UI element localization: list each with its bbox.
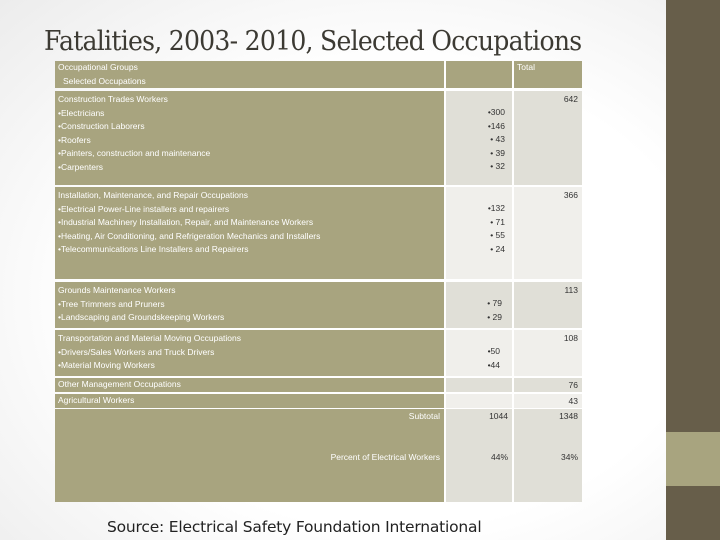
occupation-label: •Drivers/Sales Workers and Truck Drivers <box>58 346 215 357</box>
occupation-label: •Carpenters <box>58 161 104 172</box>
group-total: 366 <box>563 190 578 200</box>
source-caption: Source: Electrical Safety Foundation International <box>107 518 482 536</box>
group-name: Grounds Maintenance Workers <box>58 285 176 295</box>
subtotal-label: Subtotal <box>408 411 440 421</box>
page-title: Fatalities, 2003- 2010, Selected Occupations <box>44 26 582 57</box>
group-name: Other Management Occupations <box>58 379 181 389</box>
group-name: Installation, Maintenance, and Repair Occupations <box>58 190 248 200</box>
occupation-value: •50 <box>487 346 500 356</box>
occupation-label: •Electrical Power-Line installers and repairers <box>58 203 230 214</box>
percent-total: 34% <box>560 451 578 462</box>
percent-label: Percent of Electrical Workers <box>330 451 440 462</box>
occupation-value: • 71 <box>490 216 505 227</box>
occupation-value: •44 <box>487 359 500 370</box>
group-name: Agricultural Workers <box>58 395 135 405</box>
group-total: 642 <box>563 94 578 104</box>
occupation-value: • 79 <box>487 298 502 308</box>
occupation-value: •132 <box>487 203 505 213</box>
group-name: Transportation and Material Moving Occupations <box>58 333 241 343</box>
occupation-label: •Heating, Air Conditioning, and Refrigeration Mechanics and Installers <box>58 230 321 241</box>
group-name: Construction Trades Workers <box>58 94 168 104</box>
side-bar-dark-bottom <box>666 486 720 540</box>
occupation-label: •Roofers <box>58 134 91 145</box>
occupation-value: • 55 <box>490 230 505 241</box>
header-occupational-groups: Occupational Groups <box>58 62 138 72</box>
occupation-label: •Landscaping and Groundskeeping Workers <box>58 312 225 323</box>
occupation-label: •Painters, construction and maintenance <box>58 148 211 159</box>
table-row <box>55 187 582 279</box>
side-bar-dark-top <box>666 0 720 432</box>
occupation-label: •Industrial Machinery Installation, Repair, and Maintenance Workers <box>58 217 314 228</box>
occupation-value: • 43 <box>490 134 505 145</box>
group-total: 113 <box>564 285 578 295</box>
occupation-value: • 29 <box>487 311 502 322</box>
occupation-value: • 24 <box>490 243 505 254</box>
occupation-label: •Tree Trimmers and Pruners <box>58 298 165 309</box>
header-col2 <box>446 61 512 88</box>
occupation-value: •300 <box>487 107 505 117</box>
table-row <box>55 330 582 376</box>
table-row <box>55 282 582 328</box>
subtotal-col2: 1044 <box>489 411 508 421</box>
occupation-value: •146 <box>487 120 505 131</box>
occupation-label: •Construction Laborers <box>58 121 145 132</box>
header-selected-occupations: Selected Occupations <box>63 75 146 86</box>
occupation-value: • 32 <box>490 161 505 172</box>
group-total: 76 <box>568 380 578 390</box>
occupation-label: •Material Moving Workers <box>58 360 155 371</box>
occupation-value: • 39 <box>490 147 505 158</box>
group-total: 108 <box>563 333 578 343</box>
occupation-label: •Electricians <box>58 107 105 118</box>
header-total: Total <box>517 62 535 72</box>
table-row <box>55 91 582 185</box>
table-row <box>55 378 582 392</box>
table-row <box>55 394 582 408</box>
summary-block <box>55 409 582 502</box>
table-header <box>55 61 582 88</box>
group-total: 43 <box>568 396 578 406</box>
percent-col2: 44% <box>490 451 508 462</box>
side-bar-accent <box>666 432 720 486</box>
subtotal-total: 1348 <box>559 411 578 421</box>
occupation-label: •Telecommunications Line Installers and Repairers <box>58 244 249 255</box>
